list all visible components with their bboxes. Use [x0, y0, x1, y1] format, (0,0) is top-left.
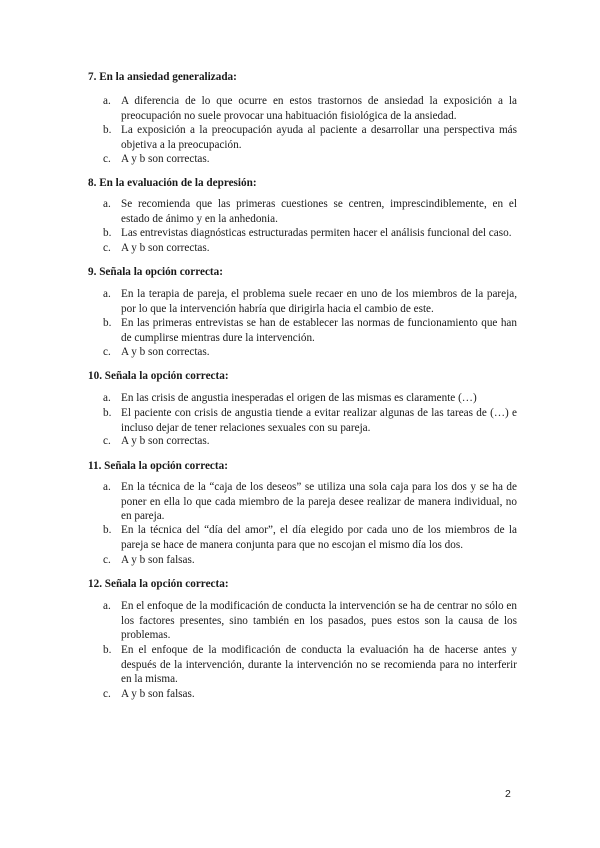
option-letter: a. — [103, 198, 111, 210]
option-letter: b. — [103, 227, 112, 239]
option-text: A y b son correctas. — [121, 242, 210, 254]
option-letter: c. — [103, 346, 111, 358]
option-text: Las entrevistas diagnósticas estructuradas permiten hacer el análisis funcional del caso. — [121, 227, 512, 239]
option-letter: c. — [103, 242, 111, 254]
question-9-option-a — [103, 287, 517, 316]
option-letter: a. — [103, 288, 111, 300]
question-10-title: 10. Señala la opción correcta: — [88, 370, 229, 382]
question-8-option-b — [103, 226, 517, 241]
option-text: A y b son correctas. — [121, 435, 210, 447]
option-letter: c. — [103, 435, 111, 447]
question-7-option-a — [103, 94, 517, 123]
option-text: A y b son falsas. — [121, 554, 195, 566]
option-letter: b. — [103, 317, 112, 329]
page-number: 2 — [505, 788, 511, 800]
question-10-option-b — [103, 406, 517, 435]
question-11-option-c — [103, 553, 517, 568]
question-11-option-b — [103, 523, 517, 552]
option-letter: b. — [103, 407, 112, 419]
question-10-option-c — [103, 434, 517, 449]
question-9-title: 9. Señala la opción correcta: — [88, 266, 223, 278]
question-11-option-a — [103, 480, 517, 524]
option-text: En el enfoque de la modificación de conducta la intervención se ha de centrar no sólo en los factores presentes, sino también en los pasados, pues estos son la causa de los problemas. — [121, 600, 517, 642]
question-9-option-c — [103, 345, 517, 360]
question-8-option-c — [103, 241, 517, 256]
option-letter: a. — [103, 600, 111, 612]
option-text: La exposición a la preocupación ayuda al paciente a desarrollar una perspectiva más objetiva a la preocupación. — [121, 124, 517, 151]
question-9-option-b — [103, 316, 517, 345]
question-12-title: 12. Señala la opción correcta: — [88, 578, 229, 590]
question-7-option-b — [103, 123, 517, 152]
option-letter: a. — [103, 95, 111, 107]
question-7-title: 7. En la ansiedad generalizada: — [88, 71, 237, 83]
option-text: En las crisis de angustia inesperadas el origen de las mismas es claramente (…) — [121, 392, 477, 404]
question-11-title: 11. Señala la opción correcta: — [88, 460, 228, 472]
option-letter: c. — [103, 554, 111, 566]
option-text: A diferencia de lo que ocurre en estos trastornos de ansiedad la exposición a la preocupación no suele provocar una habituación fisiológica de la ansiedad. — [121, 95, 517, 122]
option-text: En el enfoque de la modificación de conducta la evaluación ha de hacerse antes y después de la intervención, durante la intervención no se recomienda para no interferir en la misma. — [121, 644, 517, 686]
option-letter: b. — [103, 524, 112, 536]
option-text: A y b son correctas. — [121, 346, 210, 358]
option-letter: c. — [103, 688, 111, 700]
option-letter: a. — [103, 392, 111, 404]
question-7-option-c — [103, 152, 517, 167]
option-text: En la terapia de pareja, el problema suele recaer en uno de los miembros de la pareja, por lo que la intervención habría que dirigirla hacia el cambio de este. — [121, 288, 517, 315]
option-letter: a. — [103, 481, 111, 493]
question-8-title: 8. En la evaluación de la depresión: — [88, 177, 257, 189]
question-12-option-b — [103, 643, 517, 687]
option-text: El paciente con crisis de angustia tiende a evitar realizar algunas de las tareas de (…) e incluso dejar de tener relaciones sexuales con su pareja. — [121, 407, 517, 434]
option-letter: b. — [103, 644, 112, 656]
question-8-option-a — [103, 197, 517, 226]
option-letter: b. — [103, 124, 112, 136]
question-12-option-c — [103, 687, 517, 702]
option-text: Se recomienda que las primeras cuestiones se centren, imprescindiblemente, en el estado de ánimo y en la anhedonia. — [121, 198, 517, 225]
option-text: En la técnica del “día del amor”, el día elegido por cada uno de los miembros de la pareja se hace de manera conjunta para que no escojan el mismo día los dos. — [121, 524, 517, 551]
option-letter: c. — [103, 153, 111, 165]
option-text: A y b son falsas. — [121, 688, 195, 700]
question-10-option-a — [103, 391, 517, 406]
option-text: En las primeras entrevistas se han de establecer las normas de funcionamiento que han de cumplirse mientras dure la intervención. — [121, 317, 517, 344]
question-12-option-a — [103, 599, 517, 643]
option-text: A y b son correctas. — [121, 153, 210, 165]
option-text: En la técnica de la “caja de los deseos” se utiliza una sola caja para los dos y se ha de poner en ella lo que cada miembro de la pareja desee realizar de manera individual, no en pareja. — [121, 481, 517, 523]
